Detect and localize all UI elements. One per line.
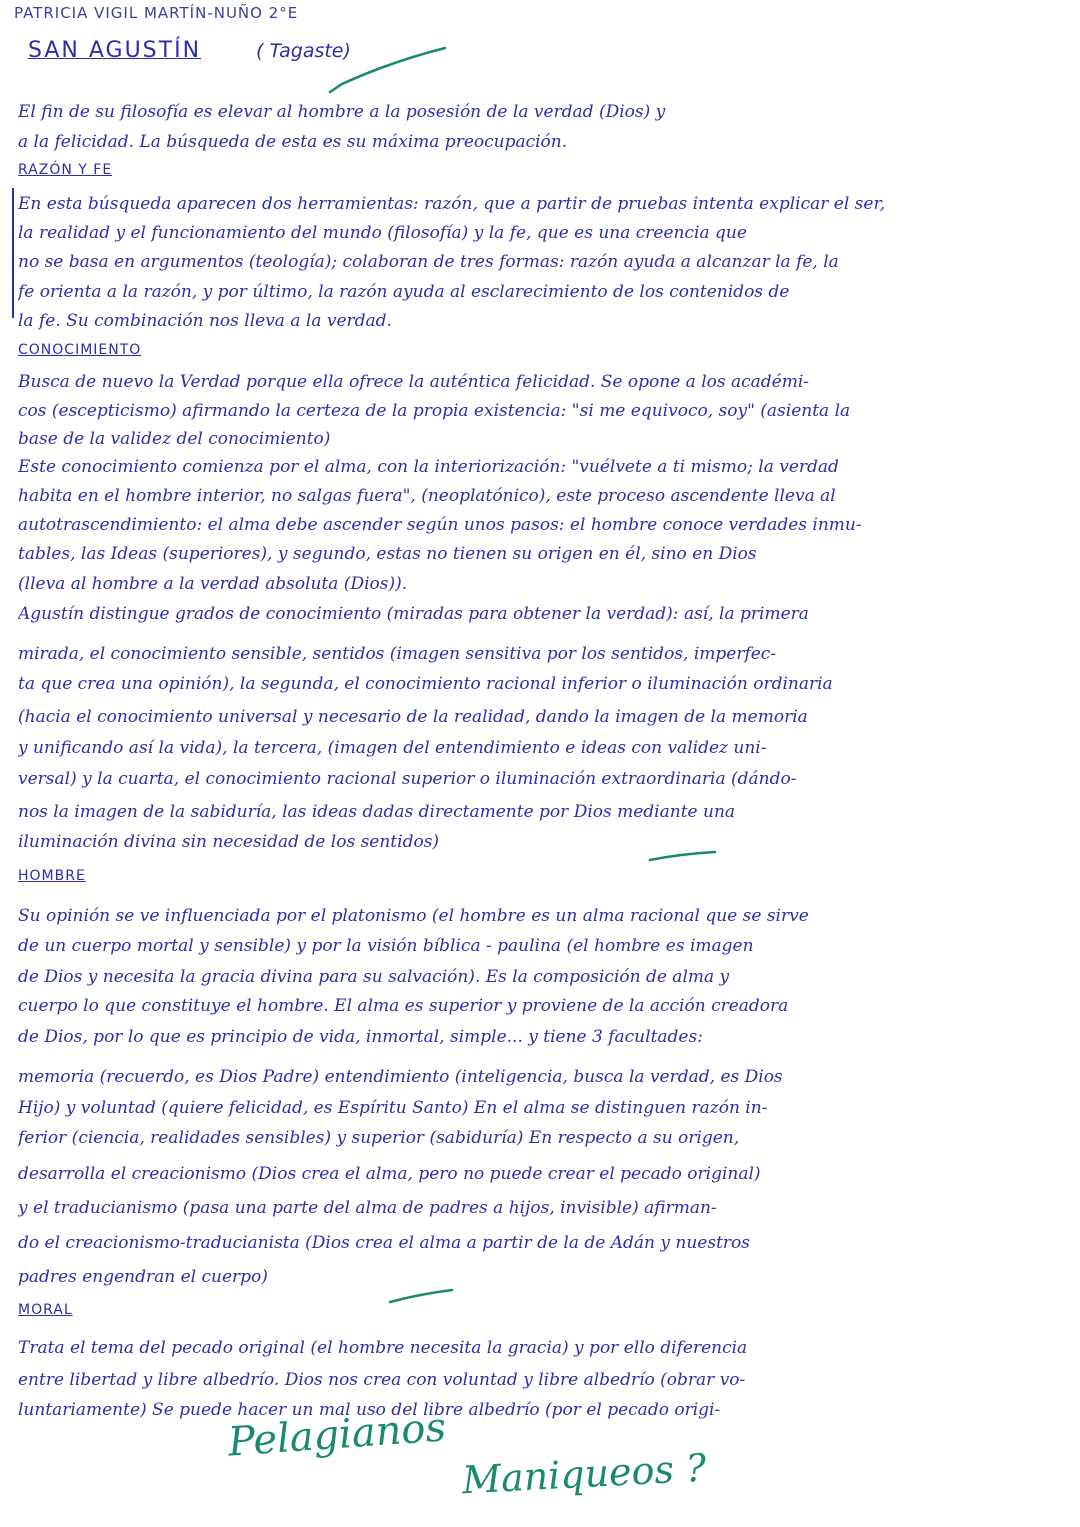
paragraph-line: ferior (ciencia, realidades sensibles) y superior (sabiduría) En respecto a su origen, (18, 1128, 740, 1148)
paragraph-line: de Dios y necesita la gracia divina para su salvación). Es la composición de alma y (18, 967, 730, 987)
paragraph-line: Su opinión se ve influenciada por el platonismo (el hombre es un alma racional que se sirve (18, 906, 809, 926)
intro-line: El fin de su filosofía es elevar al hombre a la posesión de la verdad (Dios) y (18, 102, 666, 122)
paragraph-line: no se basa en argumentos (teología); colaboran de tres formas: razón ayuda a alcanzar la fe, la (18, 252, 839, 272)
paragraph-line: (lleva al hombre a la verdad absoluta (Dios)). (18, 574, 408, 594)
paragraph-line: la fe. Su combinación nos lleva a la verdad. (18, 311, 392, 331)
paragraph-line: y el traducianismo (pasa una parte del alma de padres a hijos, invisible) afirman- (18, 1198, 717, 1218)
paragraph-line: do el creacionismo-traducianista (Dios crea el alma a partir de la de Adán y nuestros (18, 1233, 751, 1253)
paragraph-line: Hijo) y voluntad (quiere felicidad, es Espíritu Santo) En el alma se distinguen razón in- (18, 1098, 768, 1118)
paragraph-line: iluminación divina sin necesidad de los sentidos) (18, 832, 440, 852)
paragraph-line: y unificando así la vida), la tercera, (imagen del entendimiento e ideas con validez uni- (18, 738, 767, 758)
paragraph-line: tables, las Ideas (superiores), y segundo, estas no tienen su origen en él, sino en Dios (18, 544, 757, 564)
title-subtitle: ( Tagaste) (256, 40, 351, 62)
paragraph-line: Busca de nuevo la Verdad porque ella ofrece la auténtica felicidad. Se opone a los académi- (18, 372, 810, 392)
paragraph-line: versal) y la cuarta, el conocimiento racional superior o iluminación extraordinaria (dándo- (18, 769, 797, 789)
paragraph-line: entre libertad y libre albedrío. Dios nos crea con voluntad y libre albedrío (obrar vo- (18, 1370, 746, 1390)
teacher-dash-mark (390, 1290, 452, 1302)
paragraph-line: fe orienta a la razón, y por último, la razón ayuda al esclarecimiento de los contenidos de (18, 282, 790, 302)
teacher-dash-mark (650, 852, 715, 860)
paragraph-line: la realidad y el funcionamiento del mundo (filosofía) y la fe, que es una creencia que (18, 223, 747, 243)
paragraph-line: Este conocimiento comienza por el alma, con la interiorización: "vuélvete a ti mismo; la verdad (18, 457, 839, 477)
paragraph-line: cos (escepticismo) afirmando la certeza de la propia existencia: "si me equivoco, soy" (asienta la (18, 401, 851, 421)
student-header: PATRICIA VIGIL MARTÍN-NUÑO 2°E (14, 4, 299, 22)
section-heading-hombre: HOMBRE (18, 868, 86, 884)
paragraph-line: padres engendran el cuerpo) (18, 1267, 268, 1287)
paragraph-line: mirada, el conocimiento sensible, sentidos (imagen sensitiva por los sentidos, imperfec- (18, 644, 777, 664)
paragraph-line: Trata el tema del pecado original (el hombre necesita la gracia) y por ello diferencia (18, 1338, 748, 1358)
paragraph-line: En esta búsqueda aparecen dos herramientas: razón, que a partir de pruebas intenta explicar el ser, (18, 194, 886, 214)
section-heading-razon-fe: RAZÓN Y FE (18, 162, 113, 178)
intro-line: a la felicidad. La búsqueda de esta es su máxima preocupación. (18, 132, 568, 152)
paragraph-line: de Dios, por lo que es principio de vida, inmortal, simple... y tiene 3 facultades: (18, 1027, 703, 1047)
paragraph-line: nos la imagen de la sabiduría, las ideas dadas directamente por Dios mediante una (18, 802, 736, 822)
paragraph-line: memoria (recuerdo, es Dios Padre) entendimiento (inteligencia, busca la verdad, es Dios (18, 1067, 783, 1087)
paragraph-line: ta que crea una opinión), la segunda, el conocimiento racional inferior o iluminación ordinaria (18, 674, 833, 694)
section-heading-conocimiento: CONOCIMIENTO (18, 342, 142, 358)
paragraph-line: de un cuerpo mortal y sensible) y por la visión bíblica - paulina (el hombre es imagen (18, 936, 754, 956)
paragraph-line: Agustín distingue grados de conocimiento (miradas para obtener la verdad): así, la primera (18, 604, 809, 624)
section-heading-moral: MORAL (18, 1302, 73, 1318)
paragraph-line: cuerpo lo que constituye el hombre. El alma es superior y proviene de la acción creadora (18, 996, 789, 1016)
paragraph-line: autotrascendimiento: el alma debe ascender según unos pasos: el hombre conoce verdades inmu- (18, 515, 862, 535)
paragraph-line: habita en el hombre interior, no salgas fuera", (neoplatónico), este proceso ascendente lleva al (18, 486, 836, 506)
teacher-note-pelagianos: Pelagianos (226, 1404, 448, 1466)
paragraph-line: (hacia el conocimiento universal y necesario de la realidad, dando la imagen de la memoria (18, 707, 808, 727)
paragraph-line: base de la validez del conocimiento) (18, 429, 331, 449)
paragraph-line: luntariamente) Se puede hacer un mal uso del libre albedrío (por el pecado origi- (18, 1400, 721, 1420)
teacher-check-mark (330, 48, 445, 92)
paragraph-line: desarrolla el creacionismo (Dios crea el alma, pero no puede crear el pecado original) (18, 1164, 761, 1184)
teacher-note-maniqueos: Maniqueos ? (461, 1445, 708, 1503)
title-main: SAN AGUSTÍN (28, 38, 202, 63)
